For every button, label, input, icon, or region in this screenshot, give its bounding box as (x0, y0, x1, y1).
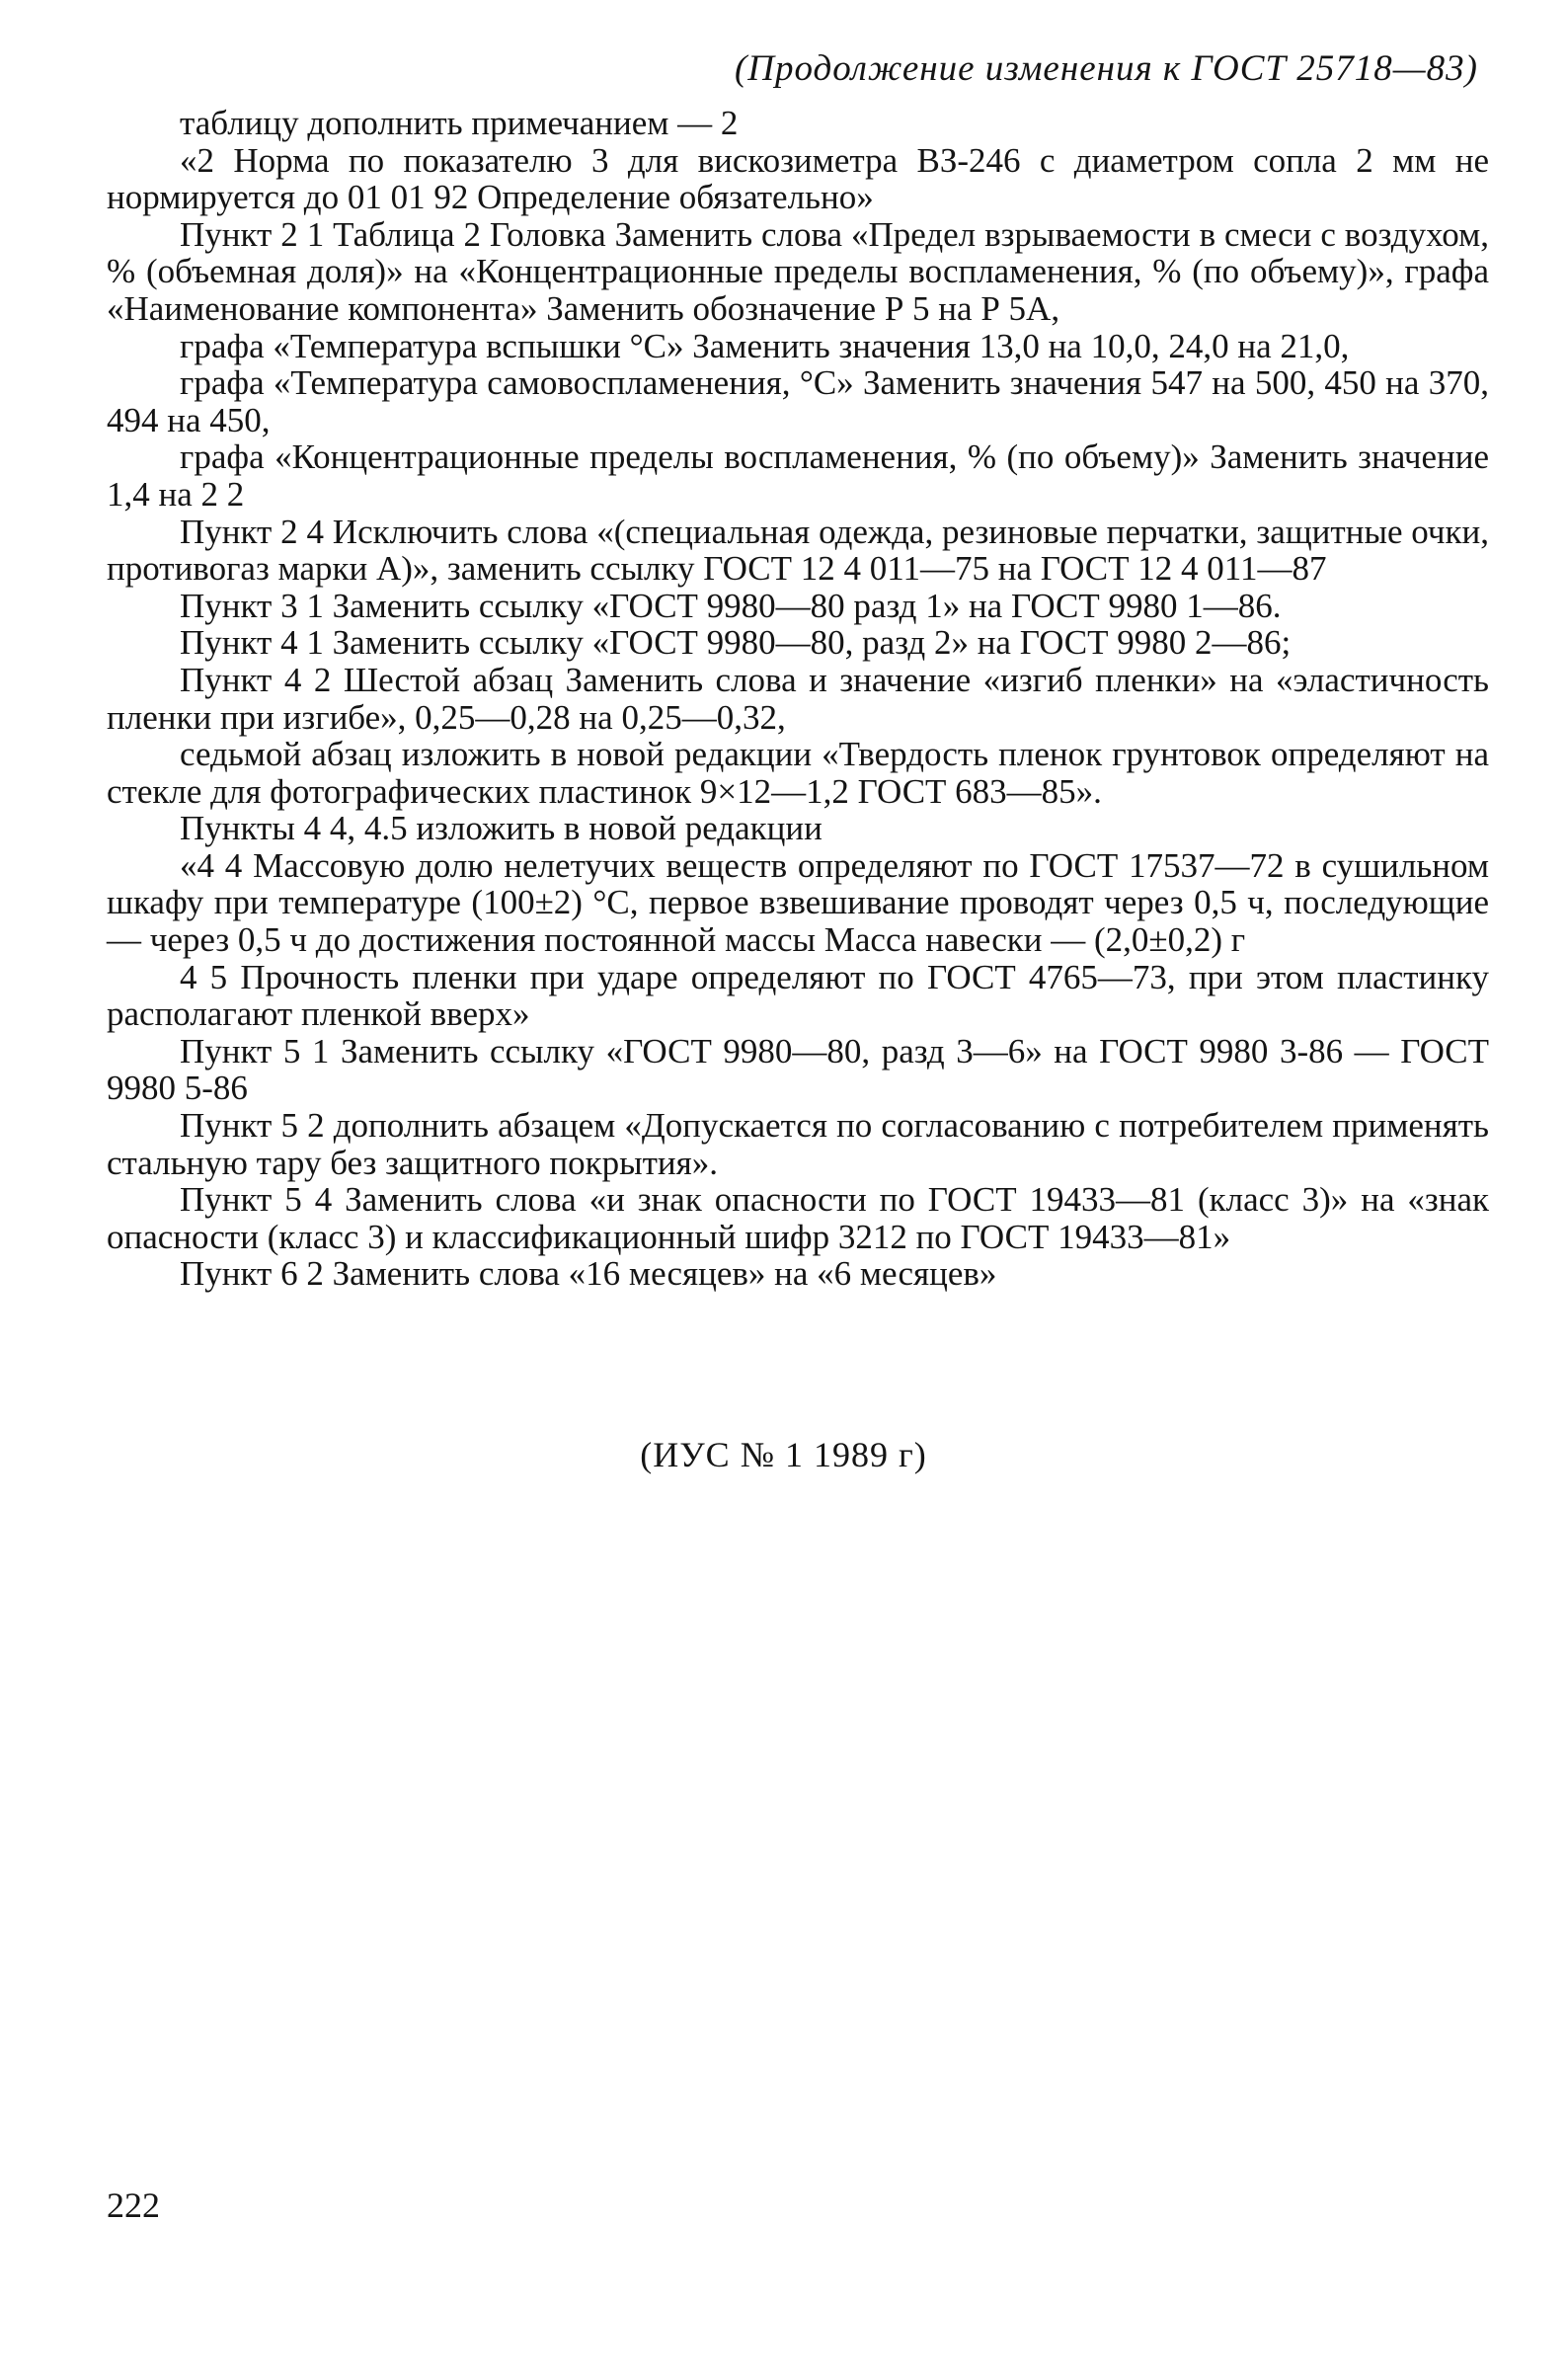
paragraph: графа «Температура самовоспламенения, °С» Заменить значения 547 на 500, 450 на 370, 494 на 450, (107, 363, 1489, 439)
document-body (107, 105, 1489, 1293)
paragraph: Пункт 5 2 дополнить абзацем «Допускается по согласованию с потребителем применять стальную тару без защитного покрытия». (107, 1106, 1489, 1182)
paragraph: «2 Норма по показателю 3 для вискозиметра ВЗ-246 с диаметром сопла 2 мм не нормируется до 01 01 92 Определение обязательно» (107, 140, 1489, 217)
paragraph: «4 4 Массовую долю нелетучих веществ определяют по ГОСТ 17537—72 в сушильном шкафу при температуре (100±2) °С, первое взвешивание проводят через 0,5 ч, последующие — через 0,5 ч до достижения постоянной массы Масса навески — (2,0±0,2) г (107, 845, 1489, 960)
paragraph: Пункт 5 4 Заменить слова «и знак опасности по ГОСТ 19433—81 (класс 3)» на «знак опасности (класс 3) и классификационный шифр 3212 по ГОСТ 19433—81» (107, 1180, 1489, 1256)
paragraph: Пункты 4 4, 4.5 изложить в новой редакции (180, 809, 823, 848)
paragraph: таблицу дополнить примечанием — 2 (180, 104, 739, 142)
paragraph: графа «Концентрационные пределы воспламенения, % (по объему)» Заменить значение 1,4 на 2 2 (107, 437, 1489, 514)
page-header: (Продолжение изменения к ГОСТ 25718—83) (734, 48, 1478, 89)
paragraph: Пункт 2 4 Исключить слова «(специальная одежда, резиновые перчатки, защитные очки, противогаз марки А)», заменить ссылку ГОСТ 12 4 011—75 на ГОСТ 12 4 011—87 (107, 512, 1489, 589)
paragraph: графа «Температура вспышки °С» Заменить значения 13,0 на 10,0, 24,0 на 21,0, (180, 326, 1350, 365)
paragraph: Пункт 4 2 Шестой абзац Заменить слова и значение «изгиб пленки» на «эластичность пленки при изгибе», 0,25—0,28 на 0,25—0,32, (107, 660, 1489, 737)
paragraph: Пункт 2 1 Таблица 2 Головка Заменить слова «Предел взрываемости в смеси с воздухом, % (объемная доля)» на «Концентрационные пределы воспламенения, % (по объему)», графа «Наименование компонента» Заменить обозначение Р 5 на Р 5А, (107, 214, 1489, 328)
publication-note: (ИУС № 1 1989 г) (640, 1435, 927, 1474)
paragraph: седьмой абзац изложить в новой редакции «Твердость пленок грунтовок определяют на стекле для фотографических пластинок 9×12—1,2 ГОСТ 683—85». (107, 735, 1489, 811)
paragraph: 4 5 Прочность пленки при ударе определяют по ГОСТ 4765—73, при этом пластинку располагают пленкой вверх» (107, 957, 1489, 1034)
paragraph: Пункт 5 1 Заменить ссылку «ГОСТ 9980—80, разд 3—6» на ГОСТ 9980 3-86 — ГОСТ 9980 5-86 (107, 1031, 1489, 1108)
paragraph: Пункт 4 1 Заменить ссылку «ГОСТ 9980—80, разд 2» на ГОСТ 9980 2—86; (180, 623, 1292, 663)
paragraph: Пункт 6 2 Заменить слова «16 месяцев» на «6 месяцев» (180, 1254, 997, 1294)
page-number: 222 (107, 2185, 160, 2225)
paragraph: Пункт 3 1 Заменить ссылку «ГОСТ 9980—80 разд 1» на ГОСТ 9980 1—86. (180, 586, 1282, 625)
